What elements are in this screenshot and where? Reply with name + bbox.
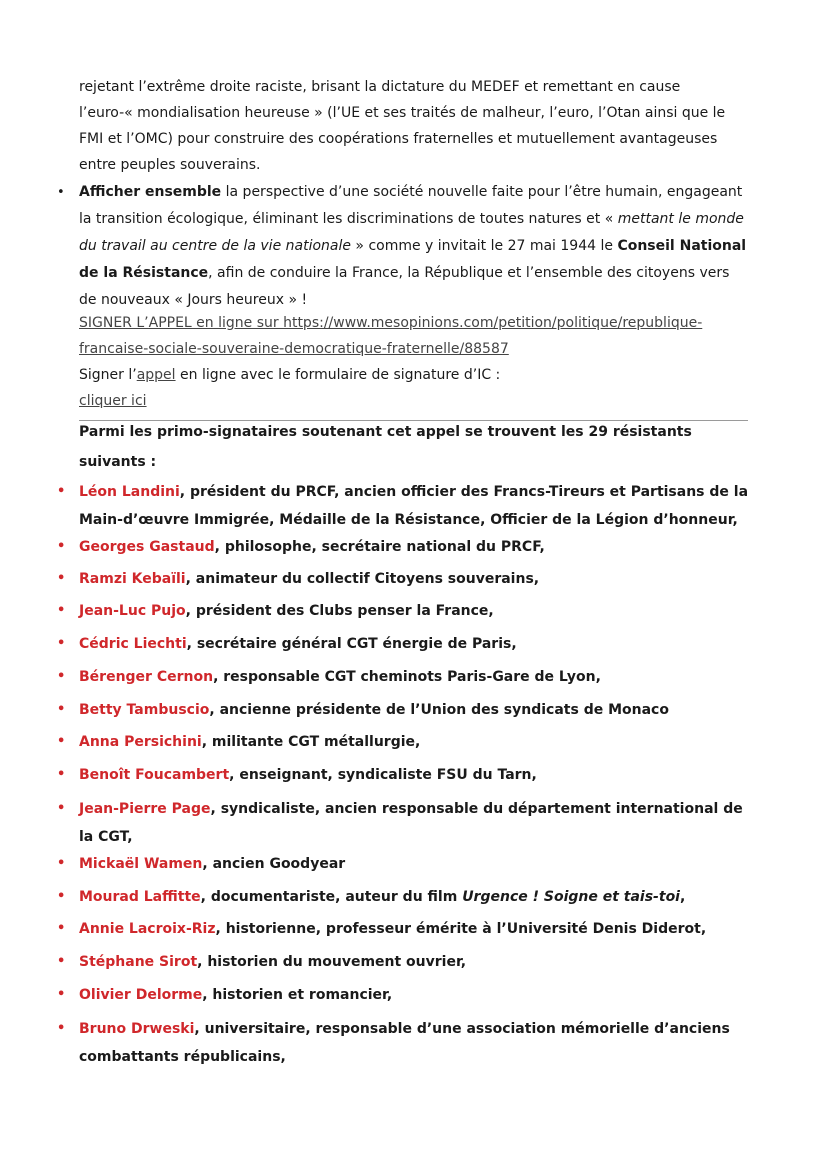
list-item xyxy=(57,795,759,851)
signatory-desc: , ancienne présidente de l’Union des syndicats de Monaco xyxy=(209,702,669,718)
afficher-ensemble-paragraph xyxy=(79,179,751,314)
intro-paragraph xyxy=(79,74,759,178)
list-item xyxy=(57,762,759,789)
signatory-name: Cédric Liechti xyxy=(79,636,187,652)
signatory-name: Jean-Luc Pujo xyxy=(79,603,186,619)
list-item xyxy=(57,949,759,976)
signatories-intro-line-1: Parmi les primo-signataires soutenant cet appel se trouvent les 29 résistants xyxy=(79,424,692,440)
signatories-intro-line-2: suivants : xyxy=(79,454,157,470)
signatory-desc: , historien et romancier, xyxy=(202,987,393,1003)
bullet-icon: • xyxy=(57,571,66,586)
ic-sign-prefix: Signer l’ xyxy=(79,367,137,383)
signatory-desc: , président des Clubs penser la France, xyxy=(185,603,494,619)
signatory-desc: , ancien Goodyear xyxy=(202,856,346,872)
intro-line-3: FMI et l’OMC) pour construire des coopérations fraternelles et mutuellement avantageuses xyxy=(79,131,718,147)
signatories-intro xyxy=(79,417,759,477)
bullet-icon: • xyxy=(57,767,66,782)
signatory-name: Olivier Delorme xyxy=(79,987,203,1003)
signatory-name: Betty Tambuscio xyxy=(79,702,210,718)
signatory-desc: , responsable CGT cheminots Paris-Gare de Lyon, xyxy=(213,669,601,685)
signatory-name: Léon Landini xyxy=(79,484,180,500)
bullet-icon: • xyxy=(57,856,66,871)
list-item xyxy=(57,697,759,724)
signatory-desc: , historien du mouvement ouvrier, xyxy=(197,954,467,970)
signatory-desc: , universitaire, responsable d’une association mémorielle d’anciens combattants républicains, xyxy=(79,1021,730,1065)
bullet-icon: • xyxy=(57,185,65,200)
signatory-desc: , syndicaliste, ancien responsable du département international de la CGT, xyxy=(79,801,743,845)
list-item xyxy=(57,664,759,691)
bullet-icon: • xyxy=(57,702,66,717)
list-item xyxy=(57,631,759,658)
bullet-icon: • xyxy=(57,603,66,618)
afficher-ensemble-bold: Afficher ensemble xyxy=(79,184,222,200)
intro-line-1: rejetant l’extrême droite raciste, brisant la dictature du MEDEF et remettant en cause xyxy=(79,79,681,95)
signatory-desc: , président du PRCF, ancien officier des Francs-Tireurs et Partisans de la Main-d’œuvre Immigrée, Médaille de la Résistance, Officier de la Légion d’honneur, xyxy=(79,484,749,528)
appel-link[interactable]: appel xyxy=(136,367,176,383)
intro-line-2: l’euro-« mondialisation heureuse » (l’UE et ses traités de malheur, l’euro, l’Otan ainsi que le xyxy=(79,105,726,121)
bullet-icon: • xyxy=(57,987,66,1002)
list-item xyxy=(57,982,759,1009)
list-item xyxy=(57,566,759,593)
bullet-icon: • xyxy=(57,484,66,499)
afficher-text-3: , afin de conduire la France, la République et l’ensemble des citoyens vers de nouveaux « Jours heureux » ! xyxy=(79,265,730,308)
list-item xyxy=(57,729,759,756)
signatory-desc: , militante CGT métallurgie, xyxy=(201,734,421,750)
click-here-link[interactable]: cliquer ici xyxy=(79,393,147,409)
list-item xyxy=(57,851,759,878)
signatory-desc: , enseignant, syndicaliste FSU du Tarn, xyxy=(229,767,537,783)
signatory-name: Georges Gastaud xyxy=(79,539,215,555)
sign-online-link-line-1: SIGNER L’APPEL en ligne sur https://www.mesopinions.com/petition/politique/republique- xyxy=(79,315,703,331)
list-item xyxy=(57,1015,759,1071)
cnr-bold: Conseil National de la Résistance xyxy=(79,238,747,281)
list-item xyxy=(57,916,759,943)
signatory-desc: , philosophe, secrétaire national du PRCF, xyxy=(214,539,545,555)
ic-sign-suffix: en ligne avec le formulaire de signature d’IC : xyxy=(175,367,501,383)
cnr-quote: mettant le monde du travail au centre de la vie nationale xyxy=(79,211,744,254)
list-item xyxy=(57,598,759,625)
intro-line-4: entre peuples souverains. xyxy=(79,157,261,173)
bullet-icon: • xyxy=(57,539,66,554)
signatory-name: Stéphane Sirot xyxy=(79,954,198,970)
bullet-icon: • xyxy=(57,636,66,651)
bullet-icon: • xyxy=(57,921,66,936)
bullet-icon: • xyxy=(57,954,66,969)
signatory-name: Ramzi Kebaïli xyxy=(79,571,186,587)
list-item xyxy=(57,478,759,534)
sign-online-link[interactable] xyxy=(79,315,702,357)
signatory-name: Benoît Foucambert xyxy=(79,767,230,783)
afficher-text-2: » comme y invitait le 27 mai 1944 le xyxy=(350,238,618,254)
signatory-name: Bérenger Cernon xyxy=(79,669,214,685)
signatory-name: Mourad Laffitte xyxy=(79,889,201,905)
afficher-text-1: la perspective d’une société nouvelle faite pour l’être humain, engageant la transition écologique, éliminant les discriminations de toutes natures et « xyxy=(79,184,743,227)
signatory-name: Bruno Drweski xyxy=(79,1021,195,1037)
signatory-name: Jean-Pierre Page xyxy=(79,801,211,817)
bullet-icon: • xyxy=(57,889,66,904)
sign-online-link-line-2: francaise-sociale-souveraine-democratique-fraternelle/88587 xyxy=(79,341,509,357)
bullet-icon: • xyxy=(57,801,66,816)
signatory-desc: , animateur du collectif Citoyens souverains, xyxy=(185,571,540,587)
signatory-name: Mickaël Wamen xyxy=(79,856,203,872)
film-title: Urgence ! Soigne et tais-toi xyxy=(462,889,680,905)
signatory-desc-end: , xyxy=(679,889,686,905)
sign-online-link-block xyxy=(79,310,759,414)
signatory-name: Anna Persichini xyxy=(79,734,202,750)
bullet-icon: • xyxy=(57,1021,66,1036)
bullet-icon: • xyxy=(57,669,66,684)
signatory-desc: , historienne, professeur émérite à l’Université Denis Diderot, xyxy=(215,921,707,937)
list-item xyxy=(57,884,759,911)
bullet-icon: • xyxy=(57,734,66,749)
list-item xyxy=(57,534,759,561)
signatory-desc: , documentariste, auteur du film xyxy=(200,889,463,905)
signatory-desc: , secrétaire général CGT énergie de Paris, xyxy=(186,636,517,652)
signatory-name: Annie Lacroix-Riz xyxy=(79,921,216,937)
